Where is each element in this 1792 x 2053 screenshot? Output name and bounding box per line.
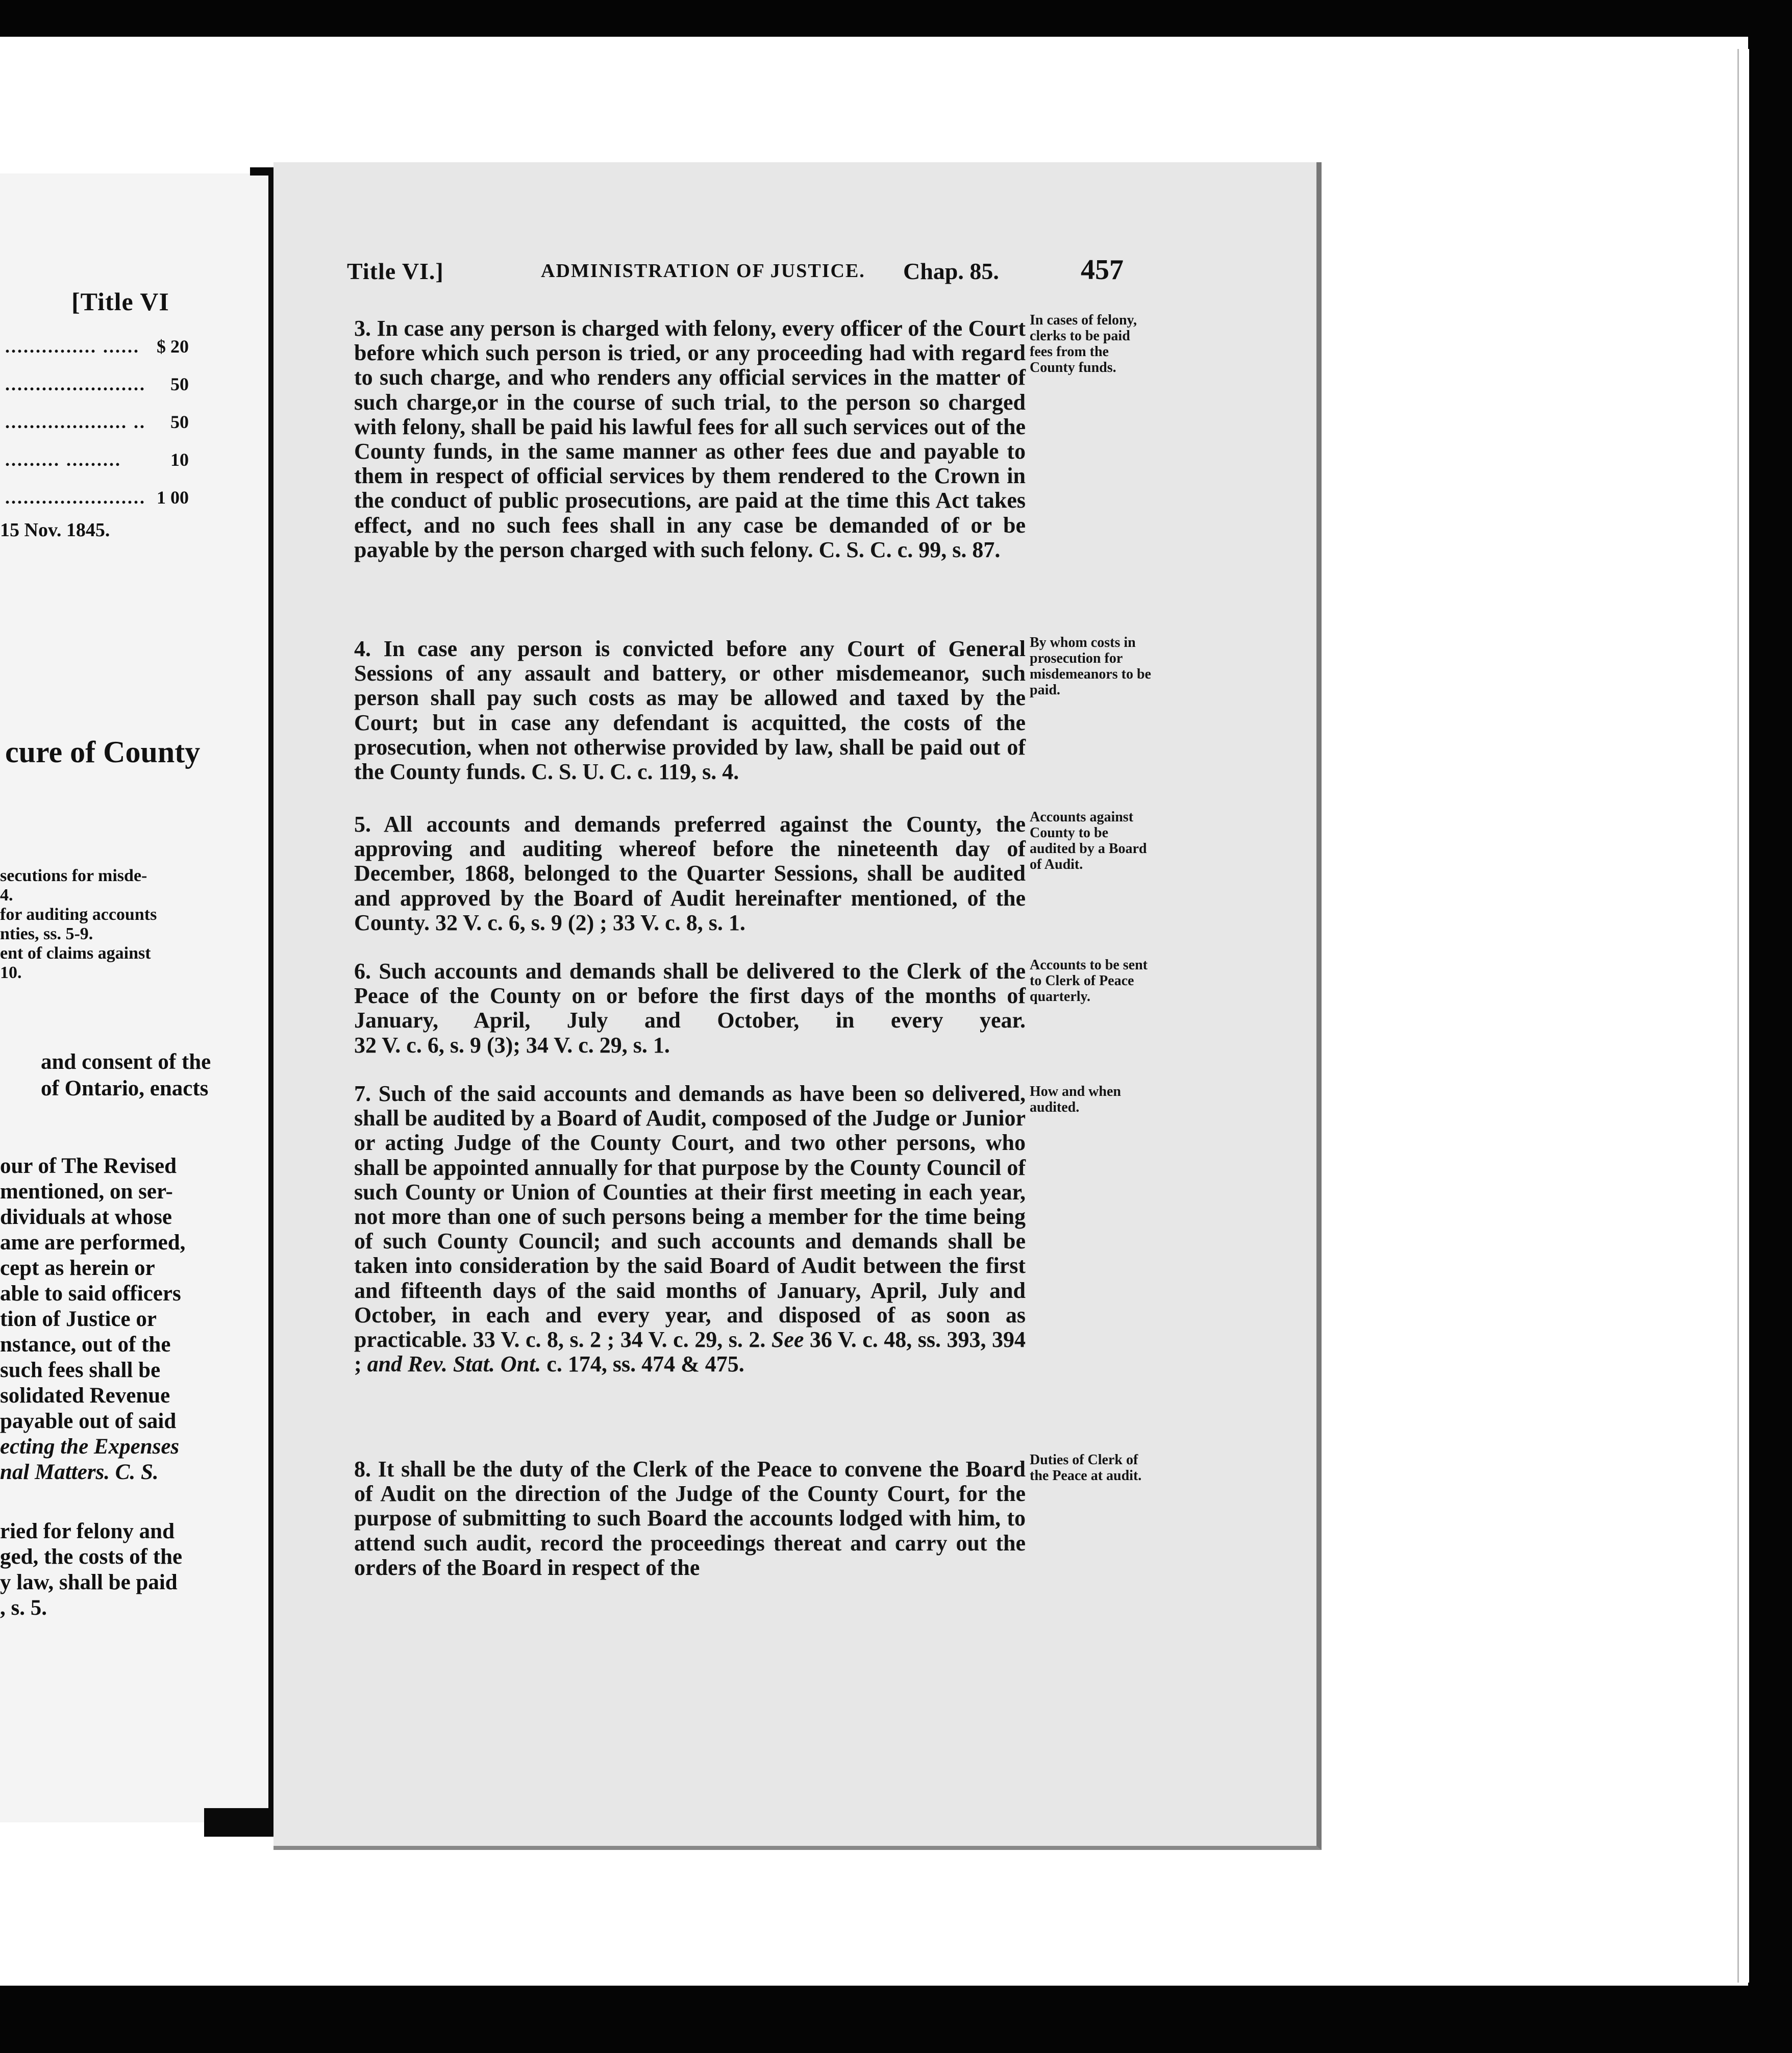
section-number: 3.: [354, 316, 371, 341]
section-text: All accounts and demands preferred against the County, the approving and auditing whereof before the nineteenth day of December, 1868, belonged to the Quarter Sessions, shall be audited and approved by the Board of Audit hereinafter mentioned, of the County.: [354, 812, 1026, 935]
left-section-line: our of The Revised: [0, 1154, 177, 1178]
section-7: [354, 1082, 1026, 1376]
header-subject: ADMINISTRATION OF JUSTICE.: [541, 260, 865, 282]
section-number: 4.: [354, 636, 371, 661]
left-page: [Title VI ............... ...... $ 20 ....................... 50 .................... .. 50 ......... ......... 10 ....................... 1 00 15 Nov. 1845. cure of County secutions for misde- 4. for auditing accounts nties, ss. 5-9. ent of claims against 10. and consent of the of Ontario, enacts our of The Revised mentioned, on ser- dividuals at whose ame are performed, cept as herein or able to said officers tion of Justice or nstance, out of the such fees shall be solidated Revenue payable out of said ecting the Expenses nal Matters. C. S. ried for felony and ged, the costs of the y law, shall be paid , s. 5.: [0, 173, 276, 1822]
section-number: 5.: [354, 812, 371, 837]
left-contents-line: 4.: [0, 886, 13, 905]
page-number: 457: [1081, 254, 1124, 286]
left-section-line: mentioned, on ser-: [0, 1180, 173, 1204]
left-section-line: y law, shall be paid: [0, 1570, 178, 1594]
left-section-line: solidated Revenue: [0, 1384, 170, 1408]
left-date-line: 15 Nov. 1845.: [0, 519, 110, 541]
left-section-line: payable out of said: [0, 1409, 177, 1433]
margin-note: Accounts to be sent to Clerk of Peace quarterly.: [1030, 957, 1148, 1005]
left-section-line: nal Matters. C. S.: [0, 1460, 159, 1484]
section-citation: 32 V. c. 6, s. 9 (2) ; 33 V. c. 8, s. 1.: [435, 910, 745, 935]
left-header-title: [Title VI: [71, 287, 169, 316]
header-chapter: Chap. 85.: [903, 258, 999, 284]
see-reference: 36 V. c. 48, ss. 393, 394 ;: [354, 1327, 1026, 1377]
section-5: [354, 812, 1026, 935]
section-text: Such of the said accounts and demands as have been so delivered, shall be audited by a Board of Audit, composed of the Judge or Junior or acting Judge of the County Court, and two other persons, who shall be appointed annually for that purpose by the County Council of such County or Union of Counties at their first meeting in each year, not more than one of such persons being a member for the time being of such County Council; and such accounts and demands shall be taken into consideration by the said Board of Audit between the first and fifteenth days of the said months of January, April, July and October, in each and every year, and disposed of as soon as practicable.: [354, 1081, 1026, 1353]
section-number: 8.: [354, 1457, 371, 1482]
section-text: In case any person is convicted before any Court of General Sessions of any assault and battery, or other misdemeanor, such person shall pay such costs as may be allowed and taxed by the Court; but in case any defendant is acquitted, the costs of the prosecution, when not otherwise provided by law, shall be paid out of the County funds.: [354, 636, 1026, 785]
left-section-line: ried for felony and: [0, 1519, 175, 1543]
left-section-line: ame are performed,: [0, 1231, 186, 1255]
see-and: and Rev. Stat. Ont.: [367, 1351, 541, 1377]
section-number: 6.: [354, 959, 371, 984]
left-contents-line: for auditing accounts: [0, 905, 157, 924]
left-chapter-title: cure of County: [5, 735, 201, 769]
left-contents-line: secutions for misde-: [0, 866, 147, 885]
section-citation: 32 V. c. 6, s. 9 (3); 34 V. c. 29, s. 1.: [354, 1032, 670, 1058]
section-4: [354, 637, 1026, 784]
left-section-line: cept as herein or: [0, 1256, 155, 1280]
left-section-line: nstance, out of the: [0, 1333, 171, 1357]
left-preamble-line: of Ontario, enacts: [41, 1076, 209, 1100]
section-text: Such accounts and demands shall be delivered to the Clerk of the Peace of the County on or before the first days of the months of January, April, July and October, in every year.: [354, 959, 1026, 1033]
left-preamble-line: and consent of the: [41, 1050, 211, 1074]
section-3: [354, 316, 1026, 562]
section-8: [354, 1457, 1026, 1580]
margin-note: Accounts against County to be audited by a Board of Audit.: [1030, 809, 1147, 872]
section-number: 7.: [354, 1081, 371, 1106]
section-text: In case any person is charged with felony, every officer of the Court before which such person is tried, or any proceeding had with regard to such charge, and who renders any official services in the matter of such charge,or in the course of such trial, to the person so charged with felony, shall be paid his lawful fees for all such services out of the County funds, in the same manner as other fees due and payable to them in respect of official services by them rendered to the Crown in the conduct of public prosecutions, are paid at the time this Act takes effect, and no such fees shall in any case be demanded of or be payable by the person charged with such felony.: [354, 316, 1026, 562]
margin-note: By whom costs in prosecution for misdemeanors to be paid.: [1030, 635, 1151, 698]
see-prefix: See: [771, 1327, 804, 1353]
left-section-line: dividuals at whose: [0, 1205, 172, 1229]
margin-note: Duties of Clerk of the Peace at audit.: [1030, 1452, 1142, 1484]
section-citation: 33 V. c. 8, s. 2 ; 34 V. c. 29, s. 2.: [472, 1327, 766, 1353]
section-text: It shall be the duty of the Clerk of the Peace to convene the Board of Audit on the direction of the Judge of the County Court, for the purpose of submitting to such Board the accounts lodged with him, to attend such audit, record the proceedings thereat and carry out the orders of the Board in respect of the: [354, 1457, 1026, 1580]
section-citation: C. S. C. c. 99, s. 87.: [818, 537, 1001, 562]
section-6: [354, 959, 1026, 1058]
left-section-line: ged, the costs of the: [0, 1545, 183, 1569]
header-title: Title VI.]: [347, 258, 444, 284]
margin-note: In cases of felony, clerks to be paid fees from the County funds.: [1030, 312, 1137, 375]
section-citation: C. S. U. C. c. 119, s. 4.: [531, 759, 739, 785]
left-contents-line: ent of claims against: [0, 944, 151, 963]
running-header: [347, 254, 1124, 293]
see-tail: c. 174, ss. 474 & 475.: [546, 1351, 744, 1377]
left-section-line: , s. 5.: [0, 1596, 47, 1620]
left-section-line: such fees shall be: [0, 1358, 161, 1382]
left-contents-line: nties, ss. 5-9.: [0, 924, 93, 943]
margin-note: How and when audited.: [1030, 1084, 1121, 1115]
left-section-line: tion of Justice or: [0, 1307, 157, 1331]
left-contents-line: 10.: [0, 963, 22, 982]
left-section-line: ecting the Expenses: [0, 1435, 180, 1459]
left-section-line: able to said officers: [0, 1282, 181, 1306]
sheet-edge: [1737, 49, 1749, 1983]
